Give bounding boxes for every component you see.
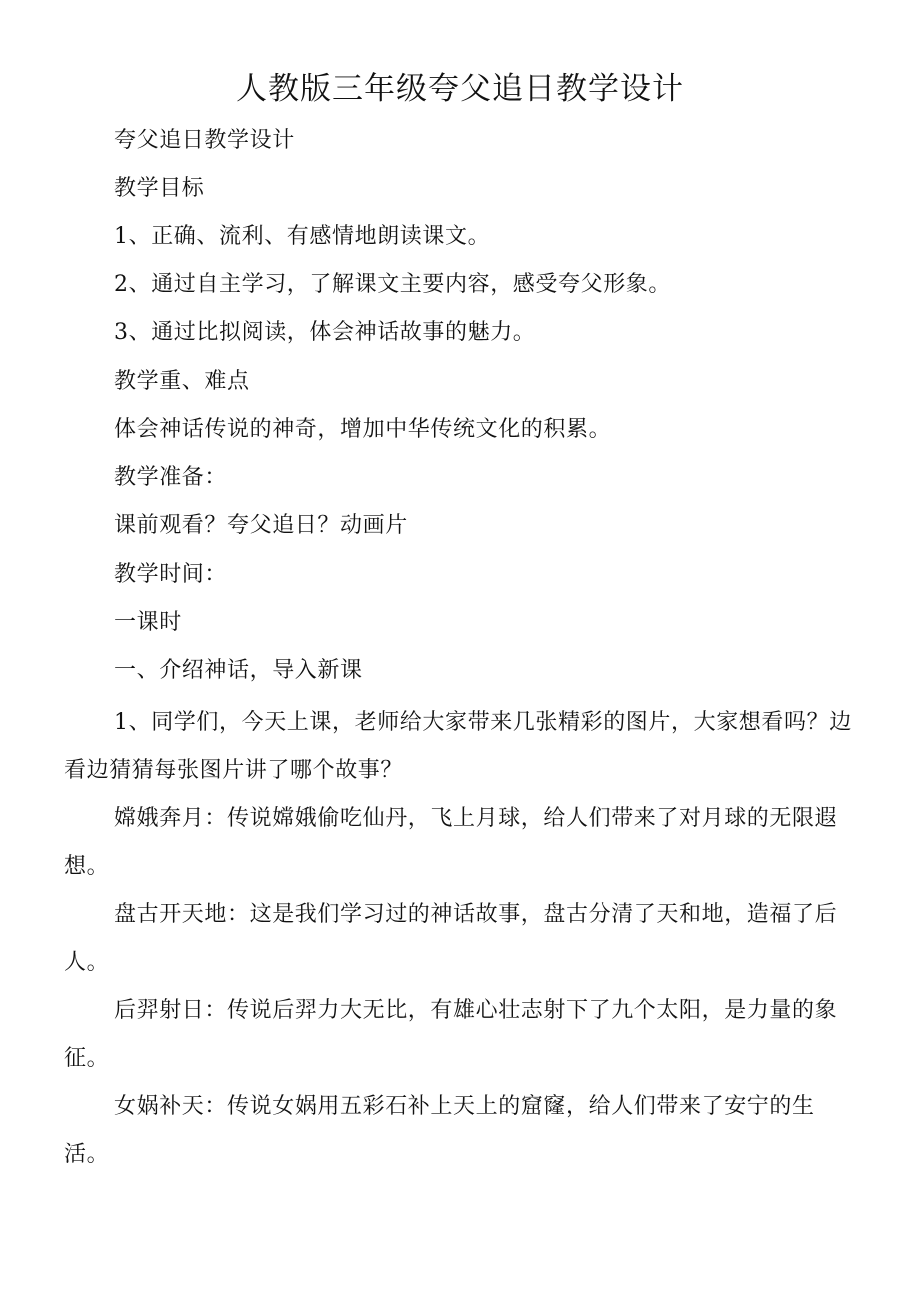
heading-key-points: 教学重、难点	[114, 369, 250, 394]
objective-item-3: 3、通过比拟阅读，体会神话故事的魅力。	[114, 320, 536, 345]
paragraph-intro: 1、同学们，今天上课，老师给大家带来几张精彩的图片，大家想看吗？边看边猜猜每张图片讲了哪个故事？	[64, 710, 852, 783]
paragraph-nuwa: 女娲补天：传说女娲用五彩石补上天上的窟窿，给人们带来了安宁的生活。	[64, 1094, 815, 1167]
paragraph-pangu: 盘古开天地：这是我们学习过的神话故事，盘古分清了天和地，造福了后人。	[64, 902, 838, 975]
section-heading-1: 一、介绍神话，导入新课	[114, 658, 363, 683]
subtitle-line: 夸父追日教学设计	[114, 128, 295, 153]
heading-preparation: 教学准备：	[114, 465, 228, 490]
objective-item-2: 2、通过自主学习，了解课文主要内容，感受夸父形象。	[114, 272, 671, 297]
time-text: 一课时	[114, 610, 182, 635]
key-points-text: 体会神话传说的神奇，增加中华传统文化的积累。	[114, 417, 612, 442]
heading-objectives: 教学目标	[114, 176, 205, 201]
objective-item-1: 1、正确、流利、有感情地朗读课文。	[114, 224, 491, 249]
paragraph-houyi: 后羿射日：传说后羿力大无比，有雄心壮志射下了九个太阳，是力量的象征。	[64, 998, 838, 1071]
document-title: 人教版三年级夸父追日教学设计	[236, 71, 684, 107]
preparation-text: 课前观看？夸父追日？动画片	[114, 513, 408, 538]
heading-time: 教学时间：	[114, 562, 228, 587]
paragraph-change: 嫦娥奔月：传说嫦娥偷吃仙丹，飞上月球，给人们带来了对月球的无限遐想。	[64, 806, 838, 879]
